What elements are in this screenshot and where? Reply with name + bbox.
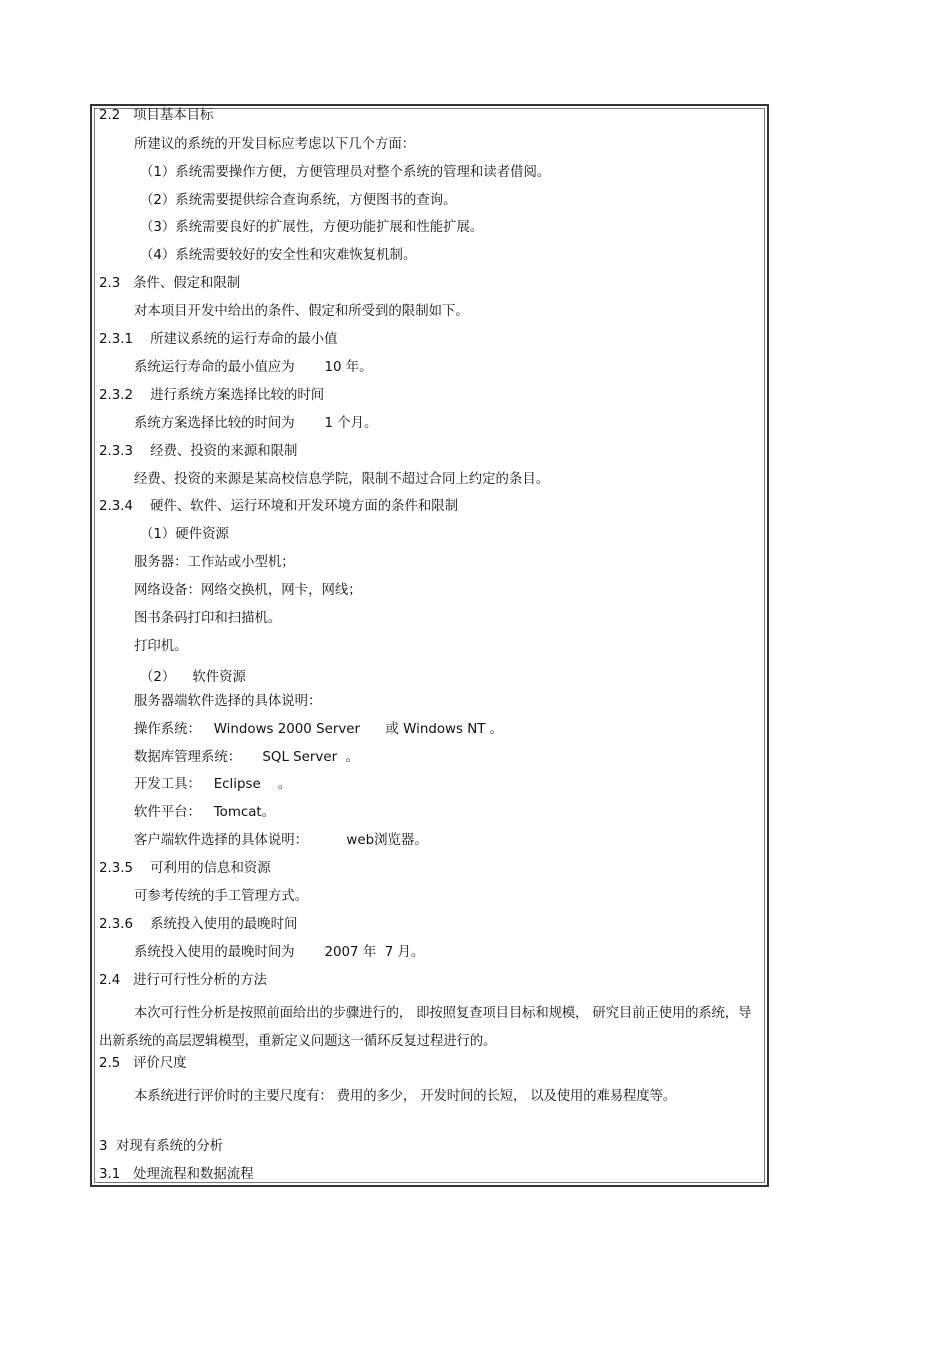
heading-2-3-4: 2.3.4 硬件、软件、运行环境和开发环境方面的条件和限制 xyxy=(99,499,459,514)
software-item: 客户端软件选择的具体说明： web浏览器。 xyxy=(134,833,428,848)
heading-2-3-2: 2.3.2 进行系统方案选择比较的时间 xyxy=(99,388,325,403)
software-item: 开发工具： Eclipse 。 xyxy=(134,777,292,792)
heading-3-1: 3.1 处理流程和数据流程 xyxy=(99,1167,254,1182)
heading-2-4: 2.4 进行可行性分析的方法 xyxy=(99,973,267,988)
heading-2-3-5: 2.3.5 可利用的信息和资源 xyxy=(99,861,271,876)
heading-3: 3 对现有系统的分析 xyxy=(99,1139,224,1154)
hardware-item: 打印机。 xyxy=(134,639,188,654)
software-title: （2） 软件资源 xyxy=(140,670,246,685)
software-item: 操作系统： Windows 2000 Server 或 Windows NT 。 xyxy=(134,722,504,737)
software-item: 数据库管理系统： SQL Server 。 xyxy=(134,750,359,765)
software-intro: 服务器端软件选择的具体说明： xyxy=(134,694,322,709)
resources-text: 可参考传统的手工管理方式。 xyxy=(134,889,309,904)
hardware-item: 服务器：工作站或小型机； xyxy=(134,555,295,570)
heading-2-3-3: 2.3.3 经费、投资的来源和限制 xyxy=(99,444,298,459)
software-item: 软件平台： Tomcat。 xyxy=(134,805,276,820)
heading-2-3-6: 2.3.6 系统投入使用的最晚时间 xyxy=(99,917,298,932)
method-paragraph: 本次可行性分析是按照前面给出的步骤进行的， 即按照复查项目目标和规模， 研究目前正使用的系统，导出新系统的高层逻辑模型，重新定义问题这一循环反复过程进行的。 xyxy=(99,1006,752,1049)
heading-2-3-1: 2.3.1 所建议系统的运行寿命的最小值 xyxy=(99,332,338,347)
goal-item-1: （1）系统需要操作方便，方便管理员对整个系统的管理和读者借阅。 xyxy=(140,165,551,180)
goal-item-4: （4）系统需要较好的安全性和灾难恢复机制。 xyxy=(140,248,417,263)
goals-intro: 所建议的系统的开发目标应考虑以下几个方面： xyxy=(134,137,416,152)
hardware-item: 图书条码打印和扫描机。 xyxy=(134,611,282,626)
evaluation-paragraph: 本系统进行评价时的主要尺度有： 费用的多少， 开发时间的长短， 以及使用的难易程度等。 xyxy=(134,1089,676,1104)
goal-item-3: （3）系统需要良好的扩展性，方便功能扩展和性能扩展。 xyxy=(140,220,484,235)
deadline-text: 系统投入使用的最晚时间为 2007 年 7 月。 xyxy=(134,945,425,960)
funding-text: 经费、投资的来源是某高校信息学院，限制不超过合同上约定的条目。 xyxy=(134,472,550,487)
heading-2-3: 2.3 条件、假定和限制 xyxy=(99,276,241,291)
selection-time-text: 系统方案选择比较的时间为 1 个月。 xyxy=(134,416,378,431)
hardware-title: （1）硬件资源 xyxy=(140,527,229,542)
lifetime-text: 系统运行寿命的最小值应为 10 年。 xyxy=(134,360,373,375)
conditions-intro: 对本项目开发中给出的条件、假定和所受到的限制如下。 xyxy=(134,304,469,319)
hardware-item: 网络设备：网络交换机，网卡，网线； xyxy=(134,583,362,598)
goal-item-2: （2）系统需要提供综合查询系统，方便图书的查询。 xyxy=(140,193,457,208)
heading-2-5: 2.5 评价尺度 xyxy=(99,1056,187,1071)
heading-2-2: 2.2 项目基本目标 xyxy=(99,108,214,123)
